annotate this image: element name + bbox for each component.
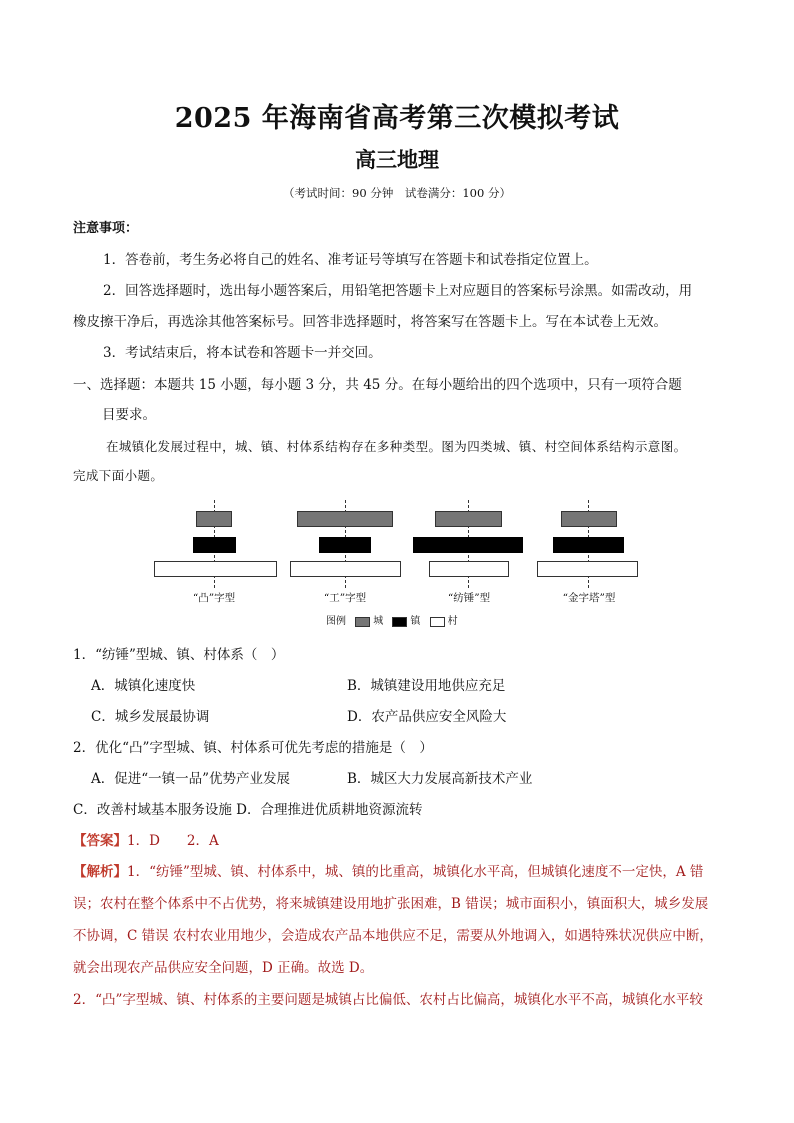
- question-2-option-b: B．城区大力发展高新技术产业: [347, 771, 533, 787]
- question-1-option-c: C．城乡发展最协调: [91, 709, 210, 725]
- city-bar: [196, 511, 232, 527]
- figure-label-tu: “凸”字型: [192, 592, 236, 604]
- analysis-text: 1．“纺锤”型城、镇、村体系中，城、镇的比重高，城镇化水平高，但城镇化速度不一定快，A 错: [127, 864, 704, 880]
- legend-town-label: 镇: [410, 616, 421, 627]
- question-1-option-b: B．城镇建设用地供应充足: [347, 678, 506, 694]
- village-bar: [537, 561, 638, 577]
- legend-village-swatch: [430, 617, 445, 627]
- intro-text-cont: 完成下面小题。: [73, 468, 164, 483]
- legend-village-label: 村: [447, 616, 458, 627]
- legend-title: 图例: [326, 616, 346, 627]
- intro-text: 在城镇化发展过程中，城、镇、村体系结构存在多种类型。图为四类城、镇、村空间体系结构示意图。: [106, 439, 687, 454]
- question-2-option-a: A．促进“一镇一品”优势产业发展: [91, 771, 291, 787]
- village-bar: [154, 561, 277, 577]
- notice-item-2: 2．回答选择题时，选出每小题答案后，用铅笔把答题卡上对应题目的答案标号涂黑。如需改动，用: [103, 283, 693, 299]
- notice-item-2-cont: 橡皮擦干净后，再选涂其他答案标号。回答非选择题时，将答案写在答题卡上。写在本试卷上无效。: [73, 314, 667, 330]
- figure-legend: [326, 612, 458, 627]
- analysis-line-2: 误；农村在整个体系中不占优势，将来城镇建设用地扩张困难，B 错误；城市面积小，镇面积大，城乡发展: [73, 896, 709, 912]
- figure-label-gong: “工”字型: [323, 592, 367, 604]
- notice-heading: 注意事项：: [73, 221, 139, 236]
- section-heading-cont: 目要求。: [102, 407, 156, 423]
- answer-tag: 【答案】: [73, 833, 127, 849]
- legend-city-swatch: [355, 617, 370, 627]
- section-heading: 一、选择题：本题共 15 小题，每小题 3 分，共 45 分。在每小题给出的四个选项中，只有一项符合题: [73, 377, 682, 393]
- village-bar: [429, 561, 509, 577]
- city-bar: [435, 511, 502, 527]
- exam-info: （考试时间：90 分钟 试卷满分：100 分）: [283, 186, 511, 200]
- exam-title: 2025 年海南省高考第三次模拟考试: [174, 103, 620, 134]
- subject-title: 高三地理: [355, 147, 439, 172]
- town-bar: [413, 537, 523, 553]
- analysis-tag: 【解析】: [73, 864, 127, 880]
- question-1-stem: 1．“纺锤”型城、镇、村体系（ ）: [73, 647, 285, 663]
- analysis-line-5: 2．“凸”字型城、镇、村体系的主要问题是城镇占比偏低、农村占比偏高，城镇化水平不高，城镇化水平较: [73, 992, 703, 1008]
- legend-town-swatch: [392, 617, 407, 627]
- legend-city-label: 城: [373, 616, 384, 627]
- city-bar: [297, 511, 393, 527]
- answer-text: 1．D 2．A: [127, 833, 219, 849]
- analysis-line-4: 就会出现农产品供应安全问题，D 正确。故选 D。: [73, 960, 374, 976]
- question-2-options-cd: C．改善村域基本服务设施 D．合理推进优质耕地资源流转: [73, 802, 423, 818]
- town-bar: [553, 537, 624, 553]
- question-1-option-a: A．城镇化速度快: [91, 678, 196, 694]
- city-bar: [561, 511, 617, 527]
- analysis-line-3: 不协调，C 错误 农村农业用地少，会造成农产品本地供应不足，需要从外地调入，如遇特殊状况供应中断，: [73, 928, 713, 944]
- answer-line: [73, 829, 219, 849]
- village-bar: [290, 561, 401, 577]
- figure-label-jinzita: “金字塔”型: [562, 592, 616, 604]
- question-1-option-d: D．农产品供应安全风险大: [347, 709, 507, 725]
- question-2-stem: 2．优化“凸”字型城、镇、村体系可优先考虑的措施是（ ）: [73, 740, 433, 756]
- analysis-line-1: [73, 860, 703, 880]
- town-bar: [193, 537, 236, 553]
- town-bar: [319, 537, 371, 553]
- figure-label-fangchui: “纺锤”型: [447, 592, 491, 604]
- notice-item-1: 1．答卷前，考生务必将自己的姓名、准考证号等填写在答题卡和试卷指定位置上。: [103, 252, 598, 268]
- notice-item-3: 3．考试结束后，将本试卷和答题卡一并交回。: [103, 345, 382, 361]
